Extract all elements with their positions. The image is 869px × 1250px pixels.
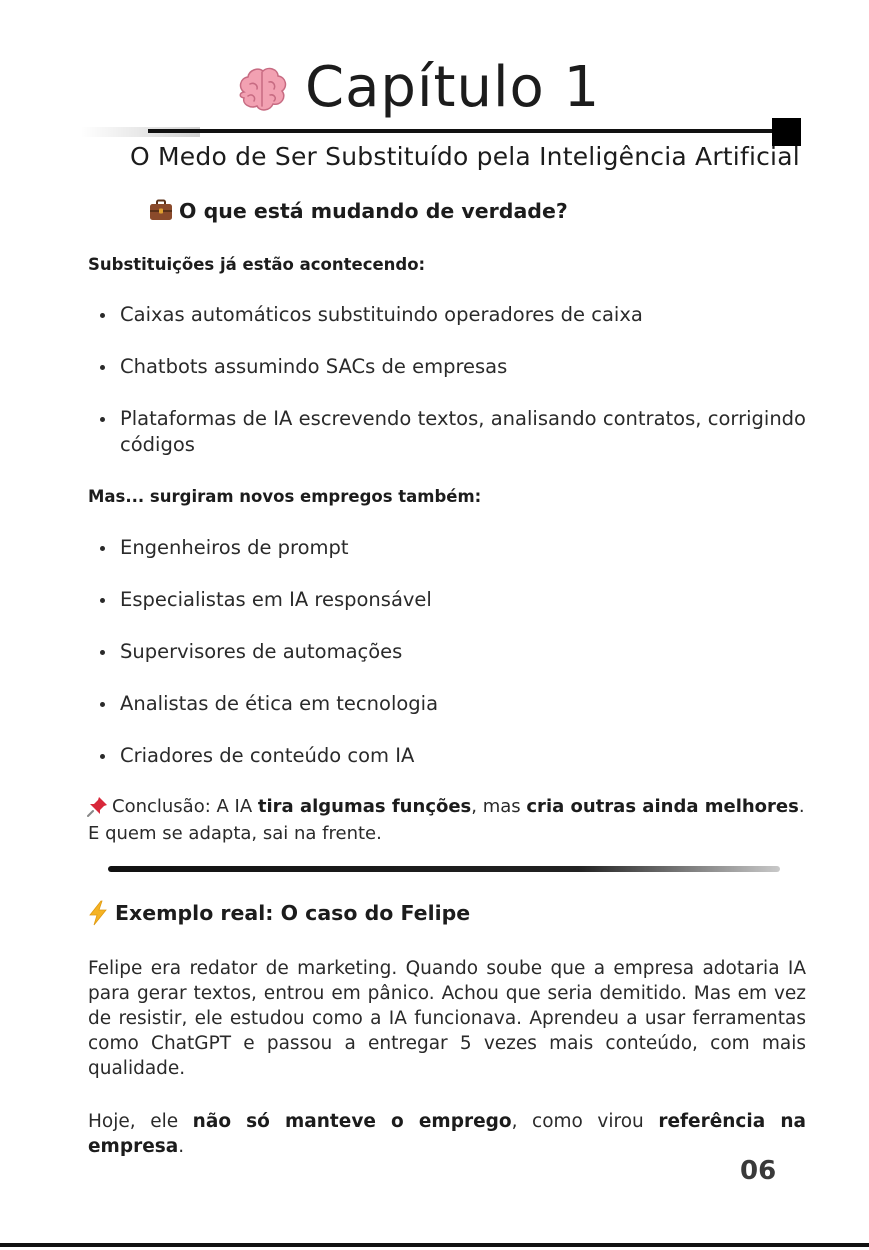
conclusion-emphasis-1: tira algumas funções [257,796,472,817]
section-heading: O que está mudando de verdade? [179,199,568,223]
new-jobs-label: Mas... surgiram novos empregos também: [88,487,482,506]
bullet-dot [100,365,105,370]
conclusion-text: Conclusão: A IA tira algumas funções, mas cria outras ainda melhores. E quem se adapta, sai na frente. [88,796,805,844]
replacements-label: Substituições já estão acontecendo: [88,255,426,274]
header-rule [148,129,788,133]
bullet-dot [100,702,105,707]
bullet-dot [100,417,105,422]
list-item: Supervisores de automações [98,639,806,665]
bullet-dot [100,546,105,551]
section-divider [108,866,780,872]
conclusion-emphasis-2: cria outras ainda melhores [526,796,799,817]
example-heading: Exemplo real: O caso do Felipe [115,901,471,925]
list-item: Analistas de ética em tecnologia [98,691,806,717]
list-item: Caixas automáticos substituindo operadores de caixa [98,302,806,328]
list-item: Chatbots assumindo SACs de empresas [98,354,806,380]
bullet-dot [100,754,105,759]
example-emphasis-1: não só manteve o emprego [192,1111,512,1132]
page-number: 06 [740,1156,777,1186]
chapter-subtitle: O Medo de Ser Substituído pela Inteligência Artificial [130,142,800,171]
bullet-dot [100,598,105,603]
list-item: Engenheiros de prompt [98,535,806,561]
chapter-title: Capítulo 1 [305,55,601,120]
list-item: Especialistas em IA responsável [98,587,806,613]
lightning-icon [87,900,109,926]
brain-icon [236,66,288,112]
briefcase-icon [149,199,173,221]
list-item: Criadores de conteúdo com IA [98,743,806,769]
example-paragraph: Felipe era redator de marketing. Quando soube que a empresa adotaria IA para gerar textos, entrou em pânico. Achou que seria demitido. Mas em vez de resistir, ele estudou como a IA funcionava. Aprendeu a usar ferramentas como ChatGPT e passou a entregar 5 vezes mais conteúdo, com mais qualidade. [88,958,806,1079]
example-emphasis-2: referência na empresa [88,1111,807,1157]
list-item: Plataformas de IA escrevendo textos, analisando contratos, corrigindo códigos [98,406,806,458]
bullet-dot [100,650,105,655]
bullet-dot [100,313,105,318]
bottom-rule [0,1243,869,1247]
example-conclusion: Hoje, ele não só manteve o emprego, como virou referência na empresa. [88,1111,807,1157]
